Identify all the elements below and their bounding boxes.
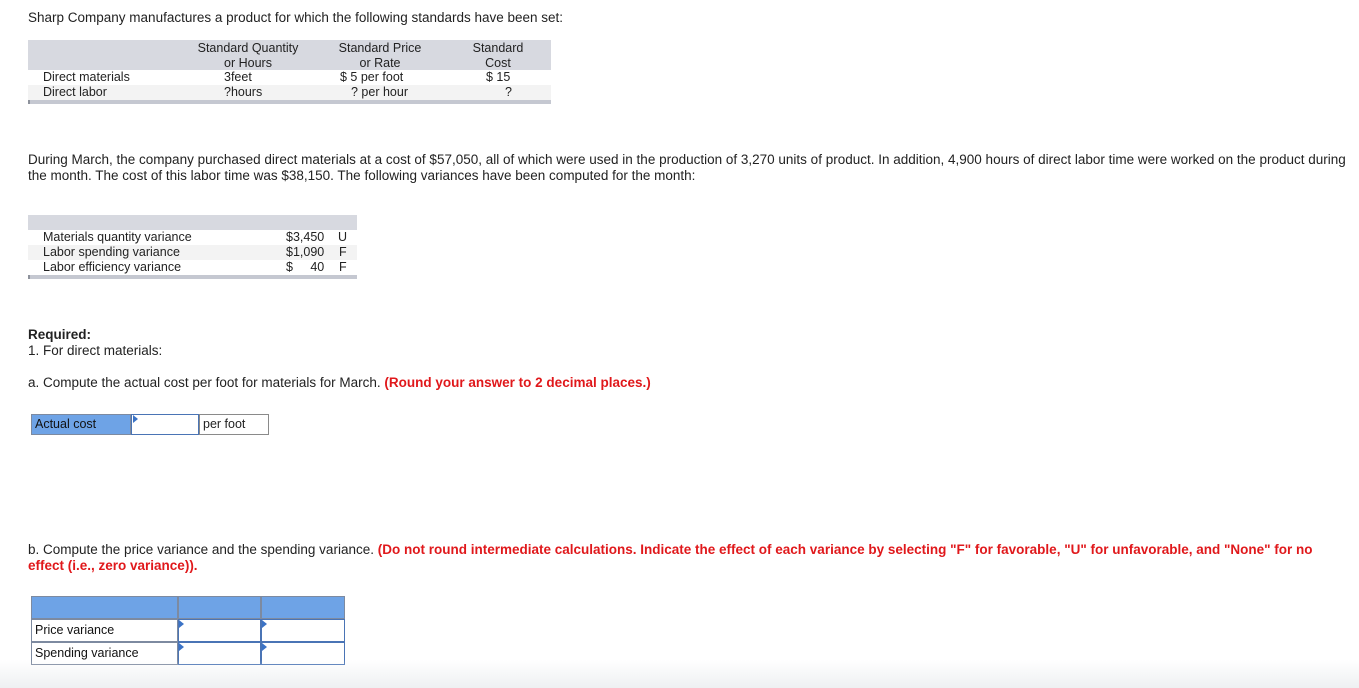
variance-amount: $ 40 <box>286 260 325 274</box>
standards-row-materials <box>28 70 551 85</box>
question-a <box>28 375 651 390</box>
variance-effect: U <box>338 230 348 244</box>
row-price: ? per hour <box>351 85 408 99</box>
variance-amount: $1,090 <box>286 245 325 259</box>
question-a-note: (Round your answer to 2 decimal places.) <box>384 375 651 390</box>
grid-header-effect <box>261 596 345 619</box>
actual-cost-unit: per foot <box>199 414 269 435</box>
input-marker-icon <box>133 415 138 423</box>
standards-table <box>28 40 551 104</box>
header-standard-cost <box>458 41 538 71</box>
header-cost-line2: Cost <box>485 56 511 70</box>
variance-label: Materials quantity variance <box>43 230 192 244</box>
variance-label: Labor spending variance <box>43 245 180 259</box>
variance-row <box>28 260 357 275</box>
price-variance-label: Price variance <box>31 619 178 642</box>
question-b-note: (Do not round intermediate calculations. Indicate the effect of each variance by selecting "F" for favorable, "U" for unfavorable, and "None" for no effect (i.e., zero variance)). <box>28 542 1313 573</box>
question-a-text: a. Compute the actual cost per foot for materials for March. <box>28 375 381 390</box>
header-price-line1: Standard Price <box>338 41 422 55</box>
variance-effect: F <box>339 245 347 259</box>
standards-row-labor <box>28 85 551 100</box>
table-bottom-rule <box>28 275 357 279</box>
question-b <box>28 542 1348 574</box>
row-price: $ 5 per foot <box>340 70 404 84</box>
table-bottom-rule <box>28 100 551 104</box>
variances-table <box>28 215 357 279</box>
header-quantity-line1: Standard Quantity <box>197 41 299 55</box>
variances-header <box>28 215 357 230</box>
variance-amount: $3,450 <box>286 230 325 244</box>
input-marker-icon <box>262 620 267 628</box>
row-cost: ? <box>505 85 512 99</box>
part-1-label: 1. For direct materials: <box>28 343 163 358</box>
price-variance-effect-cell <box>261 619 345 642</box>
actual-cost-label: Actual cost <box>31 414 131 435</box>
header-price-line2: or Rate <box>359 56 401 70</box>
actual-cost-input[interactable] <box>131 414 199 435</box>
header-cost-line1: Standard <box>472 41 524 55</box>
row-quantity: ?hours <box>224 85 263 99</box>
price-variance-effect-select[interactable] <box>262 620 344 641</box>
input-marker-icon <box>179 620 184 628</box>
header-standard-price <box>320 41 440 71</box>
variance-label: Labor efficiency variance <box>43 260 182 274</box>
grid-header-amount <box>178 596 261 619</box>
spending-variance-label: Spending variance <box>31 642 178 665</box>
required-heading: Required: <box>28 327 92 342</box>
input-marker-icon <box>179 643 184 651</box>
row-quantity: 3feet <box>224 70 252 84</box>
grid-header-label <box>31 596 178 619</box>
actual-cost-input-wrap <box>131 414 199 435</box>
header-standard-quantity <box>188 41 308 71</box>
row-cost: $ 15 <box>486 70 511 84</box>
variance-row <box>28 230 357 245</box>
bottom-fade <box>0 660 1359 688</box>
intro-text: Sharp Company manufactures a product for which the following standards have been set: <box>28 10 564 25</box>
price-variance-amount-input[interactable] <box>179 620 260 641</box>
price-variance-amount-cell <box>178 619 261 642</box>
march-paragraph: During March, the company purchased direct materials at a cost of $57,050, all of which were used in the production of 3,270 units of product. In addition, 4,900 hours of direct labor time were worked on the product during the month. The cost of this labor time was $38,150. The following variances have been computed for the month: <box>28 152 1346 183</box>
question-b-text: b. Compute the price variance and the spending variance. <box>28 542 374 557</box>
standards-header <box>28 40 551 70</box>
header-quantity-line2: or Hours <box>224 56 272 70</box>
variance-effect: F <box>339 260 347 274</box>
row-label: Direct materials <box>43 70 130 84</box>
input-marker-icon <box>262 643 267 651</box>
variance-row <box>28 245 357 260</box>
row-label: Direct labor <box>43 85 107 99</box>
